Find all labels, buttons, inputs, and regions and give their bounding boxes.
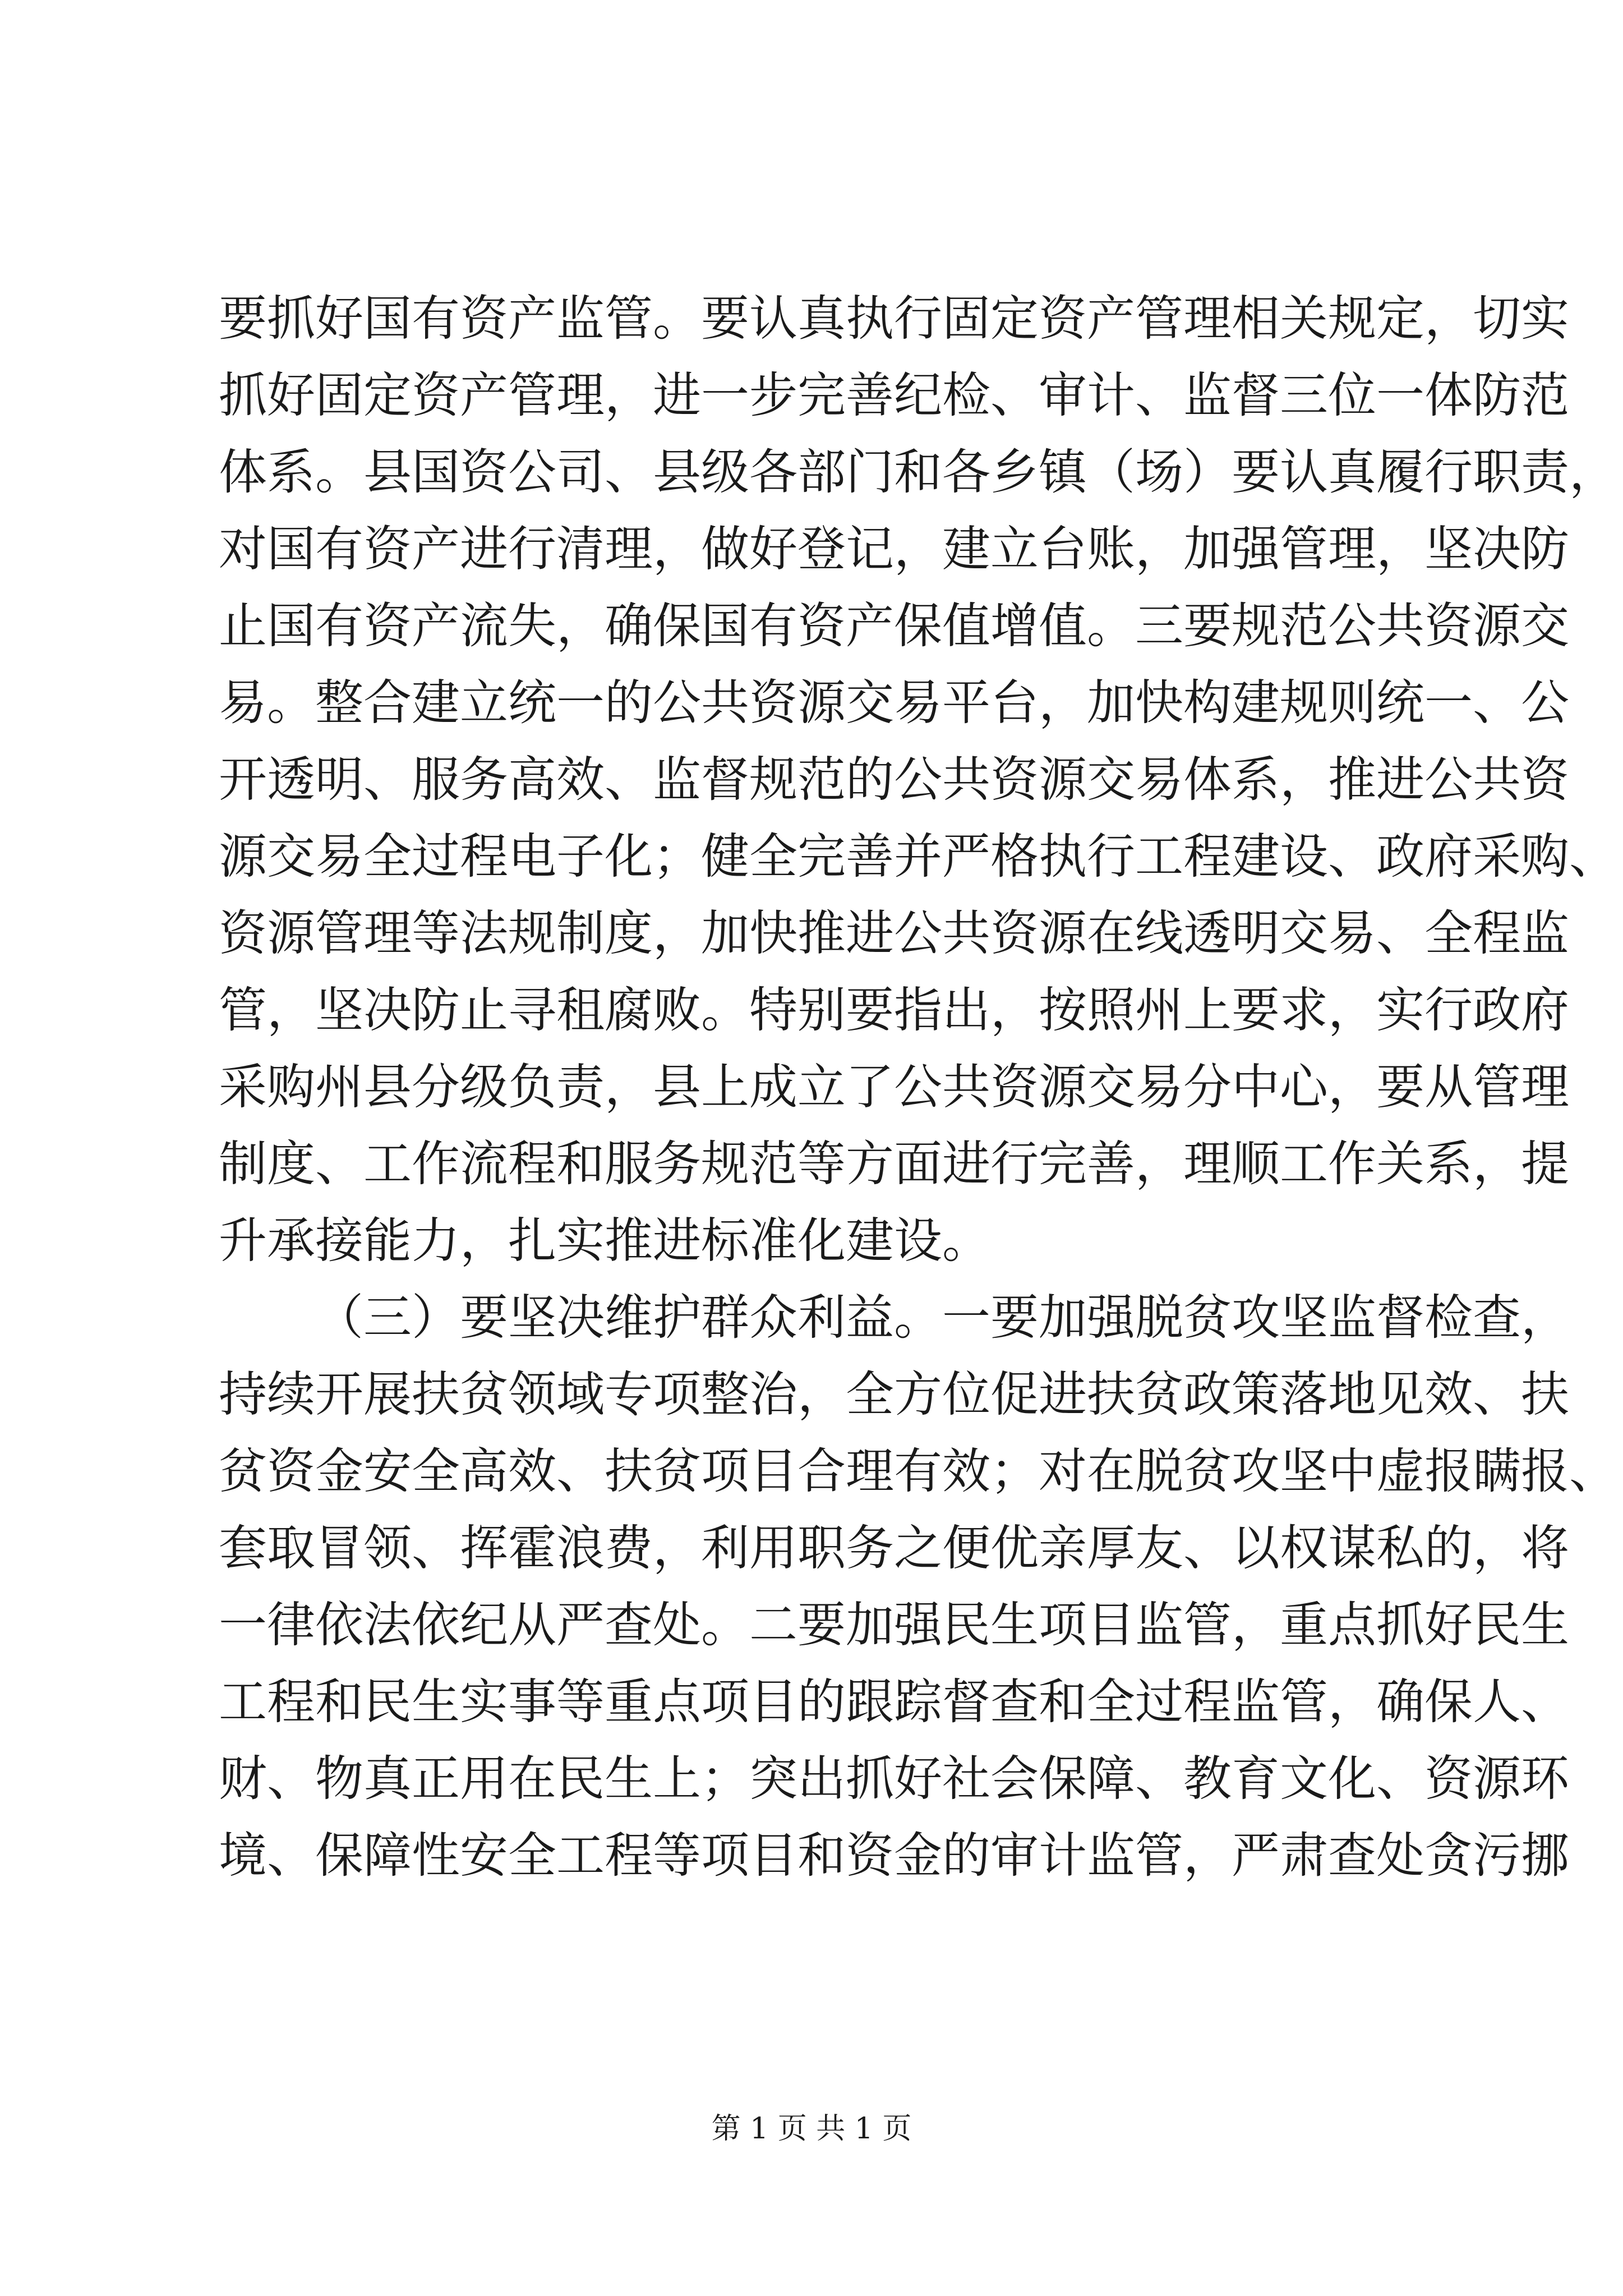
text-line: 采购州县分级负责，县上成立了公共资源交易分中心，要从管理 [219,1059,1569,1115]
text-line: 要抓好国有资产监管。要认真执行固定资产管理相关规定，切实 [219,291,1569,347]
text-line: 止国有资产流失，确保国有资产保值增值。三要规范公共资源交 [219,598,1569,654]
document-body [219,280,1617,1894]
text-line: 开透明、服务高效、监督规范的公共资源交易体系，推进公共资 [219,752,1569,808]
paragraph-1 [219,280,1617,1280]
page-footer [0,2109,1623,2148]
text-line: 贫资金安全高效、扶贫项目合理有效；对在脱贫攻坚中虚报瞒报、 [219,1443,1617,1499]
text-line: 资源管理等法规制度，加快推进公共资源在线透明交易、全程监 [219,905,1569,961]
text-line: 套取冒领、挥霍浪费，利用职务之便优亲厚友、以权谋私的，将 [219,1520,1569,1576]
text-line: 源交易全过程电子化；健全完善并严格执行工程建设、政府采购、 [219,829,1617,885]
text-line: 境、保障性安全工程等项目和资金的审计监管，严肃查处贪污挪 [219,1828,1569,1884]
text-line: 工程和民生实事等重点项目的跟踪督查和全过程监管，确保人、 [219,1674,1569,1730]
text-line: 对国有资产进行清理，做好登记，建立台账，加强管理，坚决防 [219,521,1569,577]
paragraph-2 [219,1280,1617,1894]
text-line: 一律依法依纪从严查处。二要加强民生项目监管，重点抓好民生 [219,1597,1569,1653]
text-line: 持续开展扶贫领域专项整治，全方位促进扶贫政策落地见效、扶 [219,1366,1569,1423]
text-line: （三）要坚决维护群众利益。一要加强脱贫攻坚监督检查， [315,1290,1569,1346]
text-line: 易。整合建立统一的公共资源交易平台，加快构建规则统一、公 [219,675,1569,731]
text-line: 制度、工作流程和服务规范等方面进行完善，理顺工作关系，提 [219,1136,1569,1192]
page-number-label: 第 1 页 共 1 页 [711,2112,912,2146]
text-line: 管，坚决防止寻租腐败。特别要指出，按照州上要求，实行政府 [219,982,1569,1038]
text-line: 抓好固定资产管理，进一步完善纪检、审计、监督三位一体防范 [219,367,1569,424]
text-line: 体系。县国资公司、县级各部门和各乡镇（场）要认真履行职责， [219,444,1617,500]
text-line: 升承接能力，扎实推进标准化建设。 [219,1213,990,1269]
text-line: 财、物真正用在民生上；突出抓好社会保障、教育文化、资源环 [219,1751,1569,1807]
